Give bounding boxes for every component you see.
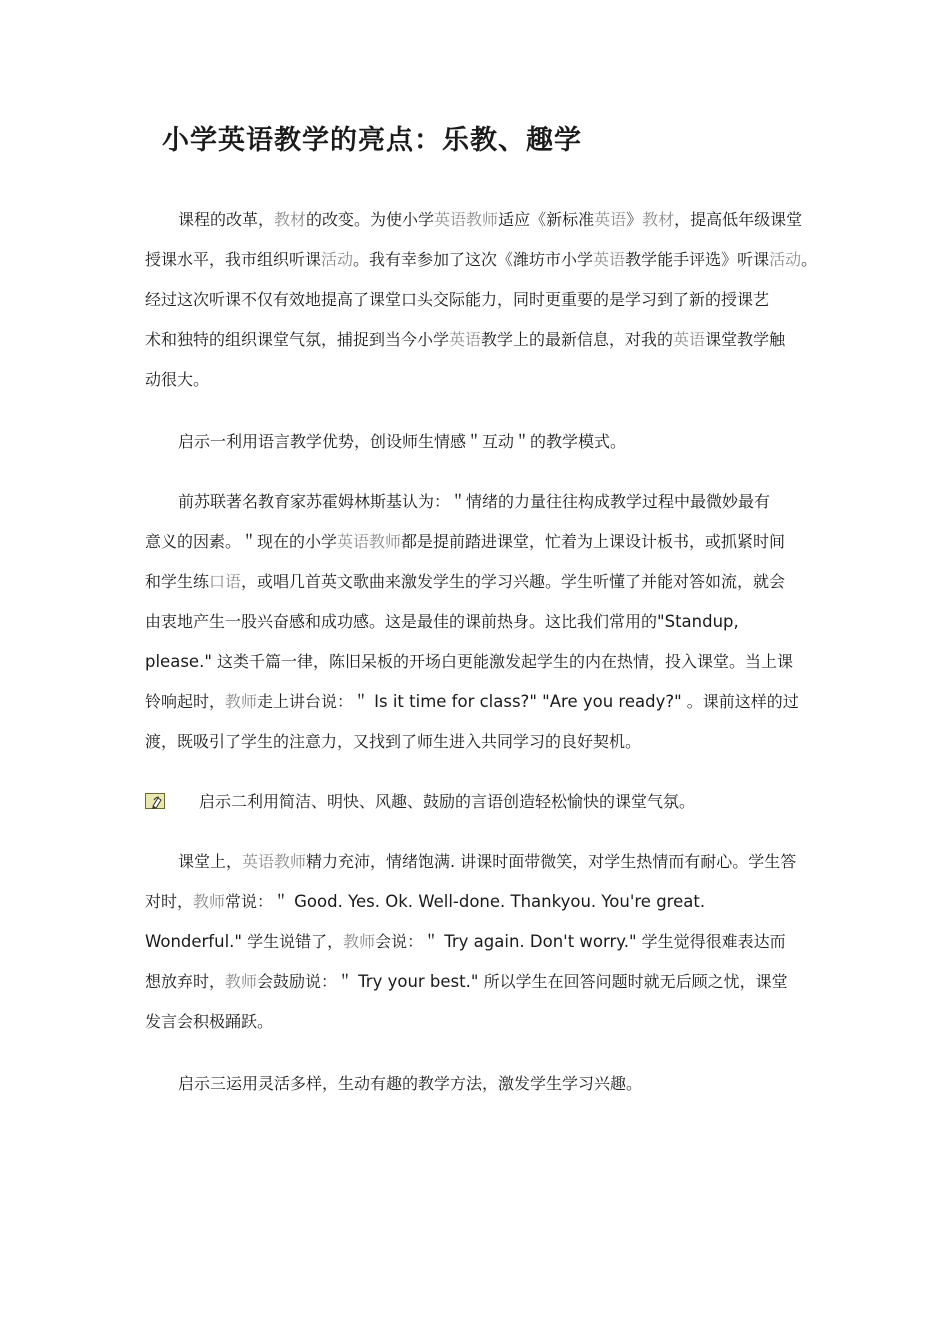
- keyword-link[interactable]: 英语: [594, 210, 627, 229]
- text-line: 启示一利用语言教学优势，创设师生情感＂互动＂的教学模式。: [178, 432, 627, 451]
- keyword-link[interactable]: 教师: [343, 932, 376, 951]
- text-line: please." 这类千篇一律，陈旧呆板的开场白更能激发起学生的内在热情，投入课堂。当上课: [145, 652, 794, 671]
- text-line: 术和独特的组织课堂气氛，捕捉到当今小学英语教学上的最新信息，对我的英语课堂教学触: [145, 330, 786, 349]
- text-line: 和学生练口语，或唱几首英文歌曲来激发学生的学习兴趣。学生听懂了并能对答如流，就会: [145, 572, 786, 591]
- text-line: 意义的因素。＂现在的小学英语教师都是提前踏进课堂，忙着为上课设计板书，或抓紧时间: [145, 532, 786, 551]
- keyword-link[interactable]: 英语教师: [242, 852, 307, 871]
- keyword-link[interactable]: 英语: [449, 330, 482, 349]
- keyword-link[interactable]: 活动: [321, 250, 354, 269]
- keyword-link[interactable]: 教师: [225, 972, 258, 991]
- text-line: 发言会积极踊跃。: [145, 1012, 274, 1031]
- pencil-note-icon[interactable]: [145, 793, 165, 809]
- text-line: 启示三运用灵活多样，生动有趣的教学方法，激发学生学习兴趣。: [178, 1074, 643, 1093]
- keyword-link[interactable]: 英语教师: [434, 210, 499, 229]
- keyword-link[interactable]: 教师: [225, 692, 258, 711]
- keyword-link[interactable]: 英语: [593, 250, 626, 269]
- text-line: 想放弃时，教师会鼓励说：＂ Try your best." 所以学生在回答问题时就无后顾之忧，课堂: [145, 972, 788, 991]
- text-line: 铃响起时，教师走上讲台说：＂ Is it time for class?" "Are you ready?" 。课前这样的过: [145, 692, 799, 711]
- text-line: 课堂上，英语教师精力充沛，情绪饱满. 讲课时面带微笑，对学生热情而有耐心。学生答: [178, 852, 797, 871]
- keyword-link[interactable]: 口语: [209, 572, 242, 591]
- paragraph-insight-one-heading: [145, 422, 825, 462]
- keyword-link[interactable]: 活动: [769, 250, 802, 269]
- keyword-link[interactable]: 英语: [673, 330, 706, 349]
- text-line: 动很大。: [145, 370, 210, 389]
- text-line: 课程的改革，教材的改变。为使小学英语教师适应《新标准英语》教材，提高低年级课堂: [178, 210, 803, 229]
- keyword-link[interactable]: 英语教师: [337, 532, 402, 551]
- paragraph-insight-three-heading: [145, 1064, 825, 1104]
- keyword-link[interactable]: 教材: [274, 210, 307, 229]
- text-line: 对时，教师常说：＂ Good. Yes. Ok. Well-done. Thankyou. You're great.: [145, 892, 706, 911]
- paragraph-insight-one-body: [145, 482, 825, 762]
- keyword-link[interactable]: 教材: [642, 210, 675, 229]
- text-line: Wonderful." 学生说错了，教师会说：＂ Try again. Don't worry." 学生觉得很难表达而: [145, 932, 786, 951]
- paragraph-insight-two-body: [145, 842, 825, 1042]
- text-line: 前苏联著名教育家苏霍姆林斯基认为：＂情绪的力量往往构成教学过程中最微妙最有: [178, 492, 771, 511]
- keyword-link[interactable]: 教师: [193, 892, 226, 911]
- paragraph-insight-two-heading: 启示二利用简洁、明快、风趣、鼓励的言语创造轻松愉快的课堂气氛。: [145, 782, 695, 822]
- text-line: 由衷地产生一股兴奋感和成功感。这是最佳的课前热身。这比我们常用的"Standup,: [145, 612, 739, 631]
- text-line: 授课水平，我市组织听课活动。我有幸参加了这次《潍坊市小学英语教学能手评选》听课活动。: [145, 250, 818, 269]
- text-line: 渡，既吸引了学生的注意力，又找到了师生进入共同学习的良好契机。: [145, 732, 642, 751]
- text-line: 经过这次听课不仅有效地提高了课堂口头交际能力，同时更重要的是学习到了新的授课艺: [145, 290, 770, 309]
- paragraph-intro: [145, 200, 825, 400]
- document-title: 小学英语教学的亮点：乐教、趣学: [162, 125, 582, 156]
